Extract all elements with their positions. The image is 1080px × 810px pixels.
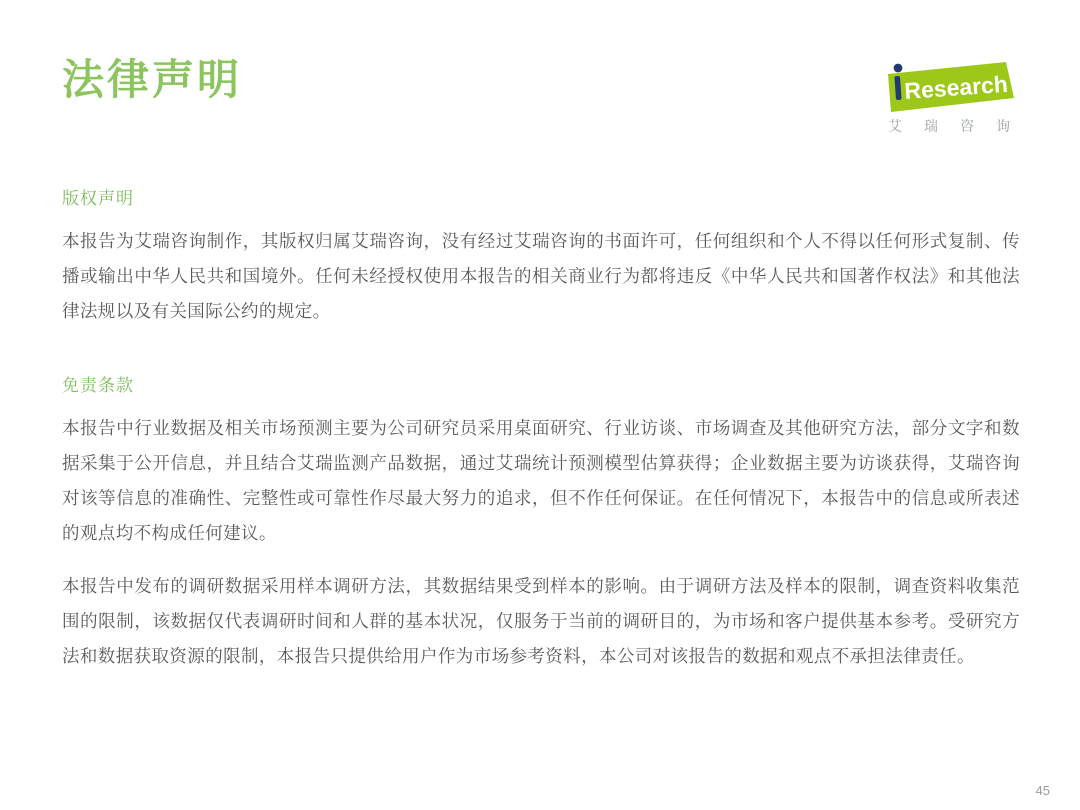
iresearch-logo bbox=[880, 57, 1020, 142]
page-header bbox=[62, 55, 1020, 142]
disclaimer-section-heading: 免责条款 bbox=[62, 376, 134, 395]
page-number: 45 bbox=[1035, 783, 1050, 798]
page-title: 法律声明 bbox=[62, 56, 243, 103]
logo-wordmark: Research bbox=[903, 70, 1009, 104]
iresearch-logo-icon bbox=[880, 57, 1020, 137]
disclaimer-paragraph-1: 本报告中行业数据及相关市场预测主要为公司研究员采用桌面研究、行业访谈、市场调查及其他研究方法，部分文字和数据采集于公开信息，并且结合艾瑞监测产品数据，通过艾瑞统计预测模型估算获得；企业数据主要为访谈获得，艾瑞咨询对该等信息的准确性、完整性或可靠性作尽最大努力的追求，但不作任何保证。在任何情况下，本报告中的信息或所表述的观点均不构成任何建议。 bbox=[62, 418, 1020, 543]
section-copyright bbox=[62, 184, 1020, 329]
section-disclaimer bbox=[62, 371, 1020, 674]
logo-subtitle: 艾瑞咨询 bbox=[888, 118, 1020, 134]
copyright-paragraph: 本报告为艾瑞咨询制作，其版权归属艾瑞咨询，没有经过艾瑞咨询的书面许可，任何组织和个人不得以任何形式复制、传播或输出中华人民共和国境外。任何未经授权使用本报告的相关商业行为都将违反《中华人民共和国著作权法》和其他法律法规以及有关国际公约的规定。 bbox=[62, 231, 1020, 321]
copyright-section-heading: 版权声明 bbox=[62, 189, 134, 208]
logo-i-dot-icon bbox=[894, 64, 903, 73]
disclaimer-paragraph-2: 本报告中发布的调研数据采用样本调研方法，其数据结果受到样本的影响。由于调研方法及样本的限制，调查资料收集范围的限制，该数据仅代表调研时间和人群的基本状况，仅服务于当前的调研目的，为市场和客户提供基本参考。受研究方法和数据获取资源的限制，本报告只提供给用户作为市场参考资料，本公司对该报告的数据和观点不承担法律责任。 bbox=[62, 576, 1020, 666]
